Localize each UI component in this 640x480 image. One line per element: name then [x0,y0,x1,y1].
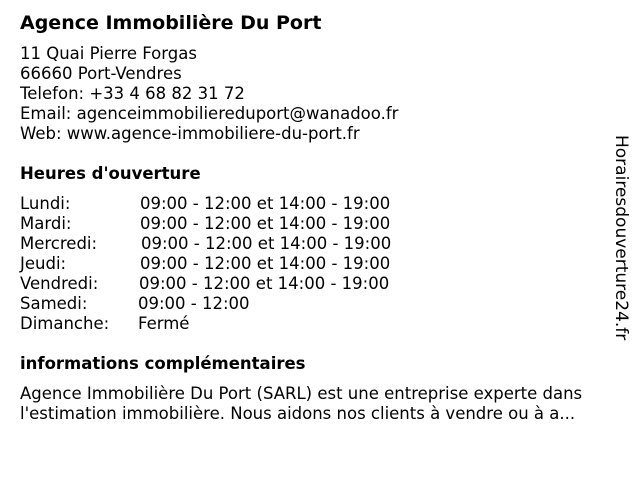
business-name: Agence Immobilière Du Port [20,12,322,34]
hours-time-value: 09:00 - 12:00 et 14:00 - 19:00 [141,234,392,253]
hours-day-label: Mercredi: [20,234,98,253]
hours-time-value: 09:00 - 12:00 [138,294,250,313]
hours-day-label: Samedi: [20,294,88,313]
hours-time-value: Fermé [138,314,190,333]
site-watermark: Horairesdouverture24.fr [611,135,631,341]
info-line: l'estimation immobilière. Nous aidons nos clients à vendre ou à a... [20,404,576,423]
contact-block [20,44,398,144]
hours-day-label: Mardi: [20,214,72,233]
info-line: Agence Immobilière Du Port (SARL) est une entreprise experte dans [20,384,583,403]
hours-day-label: Jeudi: [20,254,67,273]
address-city: 66660 Port-Vendres [20,64,182,83]
hours-time-value: 09:00 - 12:00 et 14:00 - 19:00 [140,214,391,233]
address-street: 11 Quai Pierre Forgas [20,44,197,63]
hours-time-value: 09:00 - 12:00 et 14:00 - 19:00 [139,274,390,293]
hours-day-label: Vendredi: [20,274,99,293]
hours-time-value: 09:00 - 12:00 et 14:00 - 19:00 [140,194,391,213]
email-line: Email: agenceimmobiliereduport@wanadoo.fr [20,104,399,123]
phone-line: Telefon: +33 4 68 82 31 72 [20,84,245,103]
info-heading: informations complémentaires [20,354,306,373]
web-line: Web: www.agence-immobiliere-du-port.fr [20,124,360,143]
hours-day-label: Dimanche: [20,314,110,333]
info-description [20,384,620,424]
hours-day-label: Lundi: [20,194,71,213]
hours-heading: Heures d'ouverture [20,164,201,183]
hours-time-value: 09:00 - 12:00 et 14:00 - 19:00 [140,254,391,273]
